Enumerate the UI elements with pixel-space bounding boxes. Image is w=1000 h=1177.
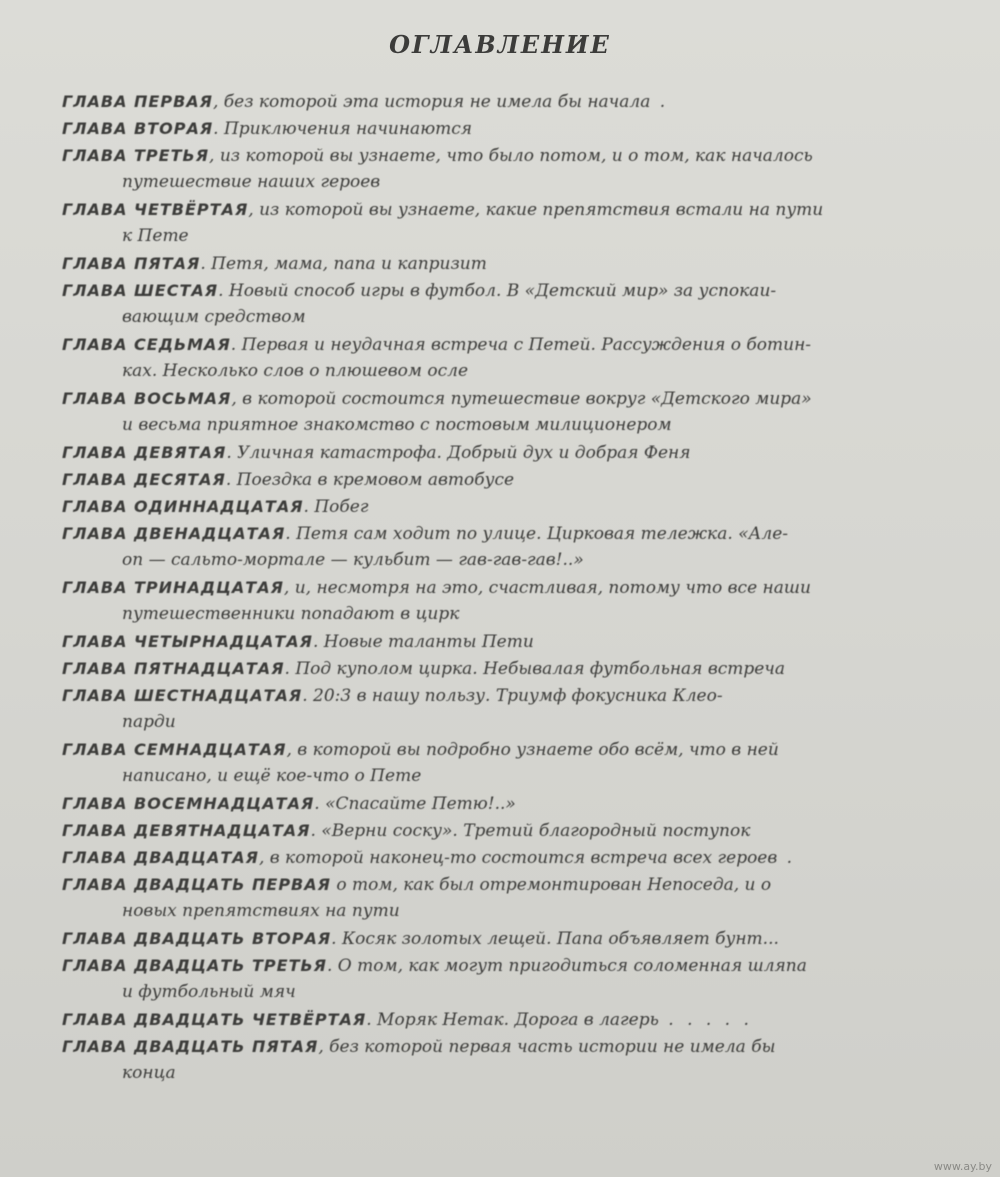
- toc-line: [62, 466, 922, 493]
- toc-entry: [62, 250, 922, 277]
- chapter-name: ГЛАВА ДВАДЦАТЬ ТРЕТЬЯ: [62, 956, 327, 975]
- chapter-name: ГЛАВА ОДИННАДЦАТАЯ: [62, 497, 304, 516]
- toc-line: [62, 817, 922, 844]
- toc-entry: [62, 817, 922, 844]
- toc-entry: [62, 88, 922, 115]
- toc-entry: [62, 952, 922, 1006]
- toc-entry: [62, 655, 922, 682]
- chapter-description-continued: парди: [122, 712, 176, 732]
- chapter-name: ГЛАВА ДЕВЯТАЯ: [62, 443, 227, 462]
- toc-line: [62, 871, 922, 898]
- chapter-name: ГЛАВА ТРИНАДЦАТАЯ: [62, 578, 284, 597]
- toc-line: [62, 790, 922, 817]
- chapter-description: . Косяк золотых лещей. Папа объявляет бунт...: [331, 929, 779, 949]
- toc-entry: [62, 331, 922, 385]
- toc-line: [62, 88, 922, 115]
- chapter-description-continued: написано, и ещё кое-что о Пете: [122, 766, 422, 786]
- toc-line: [62, 1006, 922, 1033]
- chapter-description: . Побег: [303, 497, 369, 517]
- toc-entry: [62, 574, 922, 628]
- chapter-description-continued: ках. Несколько слов о плюшевом осле: [122, 361, 469, 381]
- chapter-description-continued: путешествие наших героев: [122, 172, 381, 192]
- toc-entry: [62, 1033, 922, 1087]
- toc-entry: [62, 628, 922, 655]
- toc-entry: [62, 277, 922, 331]
- chapter-description: о том, как был отремонтирован Непоседа, и о: [330, 875, 772, 895]
- chapter-description: . 20:3 в нашу пользу. Триумф фокусника Клео-: [302, 686, 723, 706]
- toc-line: [62, 385, 922, 412]
- toc-entry: [62, 466, 922, 493]
- toc-line: [62, 142, 922, 169]
- toc-line: [62, 925, 922, 952]
- chapter-name: ГЛАВА ТРЕТЬЯ: [62, 146, 210, 165]
- chapter-description: , в которой наконец-то состоится встреча всех героев: [258, 848, 778, 868]
- toc-entry: [62, 844, 922, 871]
- toc-entry: [62, 385, 922, 439]
- chapter-name: ГЛАВА ДВАДЦАТЬ ЧЕТВЁРТАЯ: [62, 1010, 367, 1029]
- toc-line: [62, 196, 922, 223]
- toc-line: [62, 439, 922, 466]
- chapter-name: ГЛАВА ДВАДЦАТЬ ПЕРВАЯ: [62, 875, 331, 894]
- chapter-name: ГЛАВА ПЯТАЯ: [62, 254, 201, 273]
- chapter-description: . Первая и неудачная встреча с Петей. Рассуждения о ботин-: [230, 335, 812, 355]
- toc-entry: [62, 736, 922, 790]
- chapter-name: ГЛАВА СЕМНАДЦАТАЯ: [62, 740, 287, 759]
- chapter-description: . Приключения начинаются: [213, 119, 473, 139]
- toc-entry: [62, 790, 922, 817]
- chapter-name: ГЛАВА ВОСЕМНАДЦАТАЯ: [62, 794, 315, 813]
- chapter-description-continued: оп — сальто-мортале — кульбит — гав-гав-гав!..»: [122, 550, 584, 570]
- toc-line: [62, 682, 922, 709]
- leader-dots: .: [777, 848, 797, 868]
- chapter-name: ГЛАВА ДВАДЦАТАЯ: [62, 848, 259, 867]
- chapter-description: , и, несмотря на это, счастливая, потому что все наши: [283, 578, 811, 598]
- leader-dots: . . . . .: [658, 1010, 753, 1030]
- chapter-description-continued: новых препятствиях на пути: [122, 901, 400, 921]
- table-of-contents: [62, 88, 922, 1087]
- chapter-description: , из которой вы узнаете, что было потом, и о том, как началось: [209, 146, 813, 166]
- chapter-description-continued: путешественники попадают в цирк: [122, 604, 460, 624]
- toc-entry: [62, 682, 922, 736]
- toc-entry: [62, 871, 922, 925]
- chapter-description: . Под куполом цирка. Небывалая футбольная встреча: [284, 659, 786, 679]
- chapter-description: . Новые таланты Пети: [312, 632, 534, 652]
- toc-line: [62, 493, 922, 520]
- chapter-description-continued: конца: [122, 1063, 176, 1083]
- toc-line: [62, 628, 922, 655]
- chapter-description-continued: к Пете: [122, 226, 189, 246]
- leader-dots: .: [650, 92, 670, 112]
- toc-line: [62, 574, 922, 601]
- toc-entry: [62, 115, 922, 142]
- chapter-description: , без которой первая часть истории не имела бы: [318, 1037, 776, 1057]
- chapter-description-continued: и весьма приятное знакомство с постовым милиционером: [122, 415, 672, 435]
- toc-entry: [62, 493, 922, 520]
- chapter-name: ГЛАВА ПЯТНАДЦАТАЯ: [62, 659, 285, 678]
- toc-entry: [62, 1006, 922, 1033]
- chapter-description: . Новый способ игры в футбол. В «Детский мир» за успокаи-: [218, 281, 777, 301]
- toc-entry: [62, 520, 922, 574]
- chapter-description: , из которой вы узнаете, какие препятствия встали на пути: [248, 200, 824, 220]
- chapter-name: ГЛАВА ДЕСЯТАЯ: [62, 470, 226, 489]
- chapter-description: . Моряк Нетак. Дорога в лагерь: [366, 1010, 659, 1030]
- chapter-description: . «Верни соску». Третий благородный поступок: [310, 821, 751, 841]
- toc-line: [62, 250, 922, 277]
- chapter-name: ГЛАВА ШЕСТНАДЦАТАЯ: [62, 686, 303, 705]
- chapter-name: ГЛАВА ШЕСТАЯ: [62, 281, 219, 300]
- toc-line: [62, 655, 922, 682]
- toc-line: [62, 844, 922, 871]
- chapter-name: ГЛАВА ВТОРАЯ: [62, 119, 214, 138]
- chapter-description: . Уличная катастрофа. Добрый дух и добрая Феня: [226, 443, 691, 463]
- toc-line: [62, 331, 922, 358]
- toc-line: [62, 520, 922, 547]
- chapter-description: . Петя сам ходит по улице. Цирковая тележка. «Але-: [285, 524, 789, 544]
- watermark: www.ay.by: [933, 1160, 992, 1173]
- chapter-description: , без которой эта история не имела бы начала: [212, 92, 651, 112]
- toc-line: [62, 115, 922, 142]
- chapter-name: ГЛАВА ДВЕНАДЦАТАЯ: [62, 524, 286, 543]
- toc-entry: [62, 925, 922, 952]
- chapter-name: ГЛАВА СЕДЬМАЯ: [62, 335, 231, 354]
- toc-line: [62, 736, 922, 763]
- toc-entry: [62, 439, 922, 466]
- chapter-name: ГЛАВА ДЕВЯТНАДЦАТАЯ: [62, 821, 311, 840]
- chapter-name: ГЛАВА ПЕРВАЯ: [62, 92, 213, 111]
- chapter-name: ГЛАВА ЧЕТВЁРТАЯ: [62, 200, 249, 219]
- chapter-description-continued: и футбольный мяч: [122, 982, 296, 1002]
- toc-entry: [62, 142, 922, 196]
- toc-line: [62, 952, 922, 979]
- chapter-description: . Поездка в кремовом автобусе: [225, 470, 515, 490]
- chapter-description: , в которой вы подробно узнаете обо всём, что в ней: [286, 740, 779, 760]
- chapter-description: . Петя, мама, папа и капризит: [200, 254, 487, 274]
- toc-line: [62, 277, 922, 304]
- chapter-name: ГЛАВА ЧЕТЫРНАДЦАТАЯ: [62, 632, 313, 651]
- chapter-name: ГЛАВА ВОСЬМАЯ: [62, 389, 232, 408]
- toc-line: [62, 1033, 922, 1060]
- chapter-description: , в которой состоится путешествие вокруг «Детского мира»: [231, 389, 812, 409]
- toc-entry: [62, 196, 922, 250]
- page-title: ОГЛАВЛЕНИЕ: [389, 30, 611, 59]
- chapter-name: ГЛАВА ДВАДЦАТЬ ПЯТАЯ: [62, 1037, 319, 1056]
- chapter-name: ГЛАВА ДВАДЦАТЬ ВТОРАЯ: [62, 929, 332, 948]
- chapter-description: . «Спасайте Петю!..»: [314, 794, 516, 814]
- chapter-description-continued: вающим средством: [122, 307, 306, 327]
- chapter-description: . О том, как могут пригодиться соломенная шляпа: [327, 956, 807, 976]
